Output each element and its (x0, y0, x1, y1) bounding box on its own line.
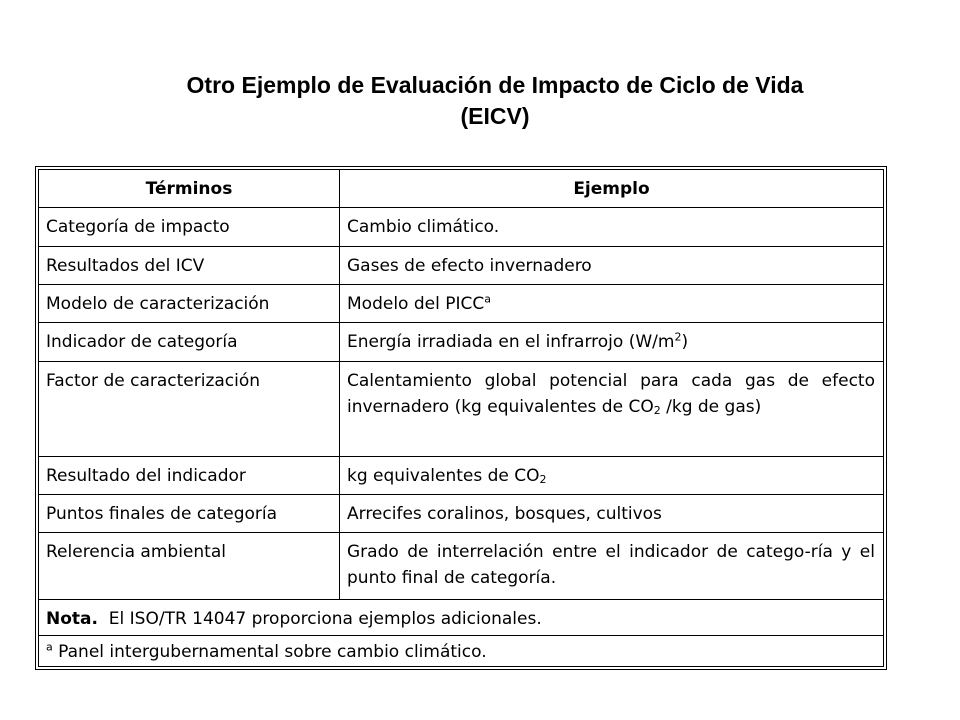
table-row (39, 247, 883, 285)
title-line-2: (EICV) (460, 103, 530, 129)
note-text: El ISO/TR 14047 proporciona ejemplos adicionales. (108, 609, 542, 629)
table-row (39, 323, 883, 362)
term-cell: Puntos finales de categoría (39, 495, 340, 532)
example-text-end: /kg de gas) (660, 397, 762, 417)
note-row (39, 600, 883, 636)
example-text-end: ) (681, 332, 689, 352)
term-cell: Categoría de impacto (39, 208, 340, 246)
table-row (39, 495, 883, 533)
example-text: kg equivalentes de CO (347, 466, 540, 486)
example-cell (340, 285, 883, 322)
table-row (39, 362, 883, 457)
term-cell: Factor de caracterización (39, 362, 340, 456)
term-cell: Resultados del ICV (39, 247, 340, 284)
footnote-text: Panel intergubernamental sobre cambio climático. (58, 642, 487, 662)
note-cell (39, 600, 883, 635)
footnote-row (39, 636, 883, 668)
example-cell: Cambio climático. (347, 217, 500, 237)
lcia-table (35, 166, 887, 670)
subscript: 2 (539, 473, 547, 486)
page-title (0, 70, 960, 132)
header-terminos: Términos (39, 170, 340, 207)
footnote-marker: a (484, 292, 491, 306)
footnote-cell (39, 636, 883, 668)
table-header-row (39, 170, 883, 208)
example-cell (340, 362, 883, 456)
example-cell (340, 323, 883, 361)
table-row (39, 285, 883, 323)
example-text: Calentamiento global potencial para cada gas de efecto invernadero (kg equivalentes de CO (347, 371, 875, 417)
note-label: Nota. (46, 609, 98, 629)
table-inner-frame (38, 169, 884, 667)
term-cell: Relerencia ambiental (39, 533, 340, 599)
title-line-1: Otro Ejemplo de Evaluación de Impacto de Ciclo de Vida (186, 72, 804, 98)
example-cell: Arrecifes coralinos, bosques, cultivos (347, 504, 662, 524)
table-row (39, 457, 883, 495)
term-cell: Modelo de caracterización (39, 285, 340, 322)
example-cell: Gases de efecto invernadero (347, 256, 592, 276)
table-row (39, 208, 883, 247)
term-cell: Resultado del indicador (39, 457, 340, 494)
example-cell (340, 457, 883, 494)
subscript: 2 (653, 404, 661, 417)
table-row (39, 533, 883, 600)
example-cell: Grado de interrelación entre el indicador de catego-ría y el punto final de categoría. (347, 542, 875, 588)
example-text: Energía irradiada en el infrarrojo (W/m (347, 332, 675, 352)
superscript: 2 (674, 330, 682, 344)
footnote-marker: a (46, 640, 53, 654)
header-ejemplo: Ejemplo (573, 179, 650, 199)
term-cell: Indicador de categoría (39, 323, 340, 361)
example-text: Modelo del PICC (347, 294, 485, 314)
